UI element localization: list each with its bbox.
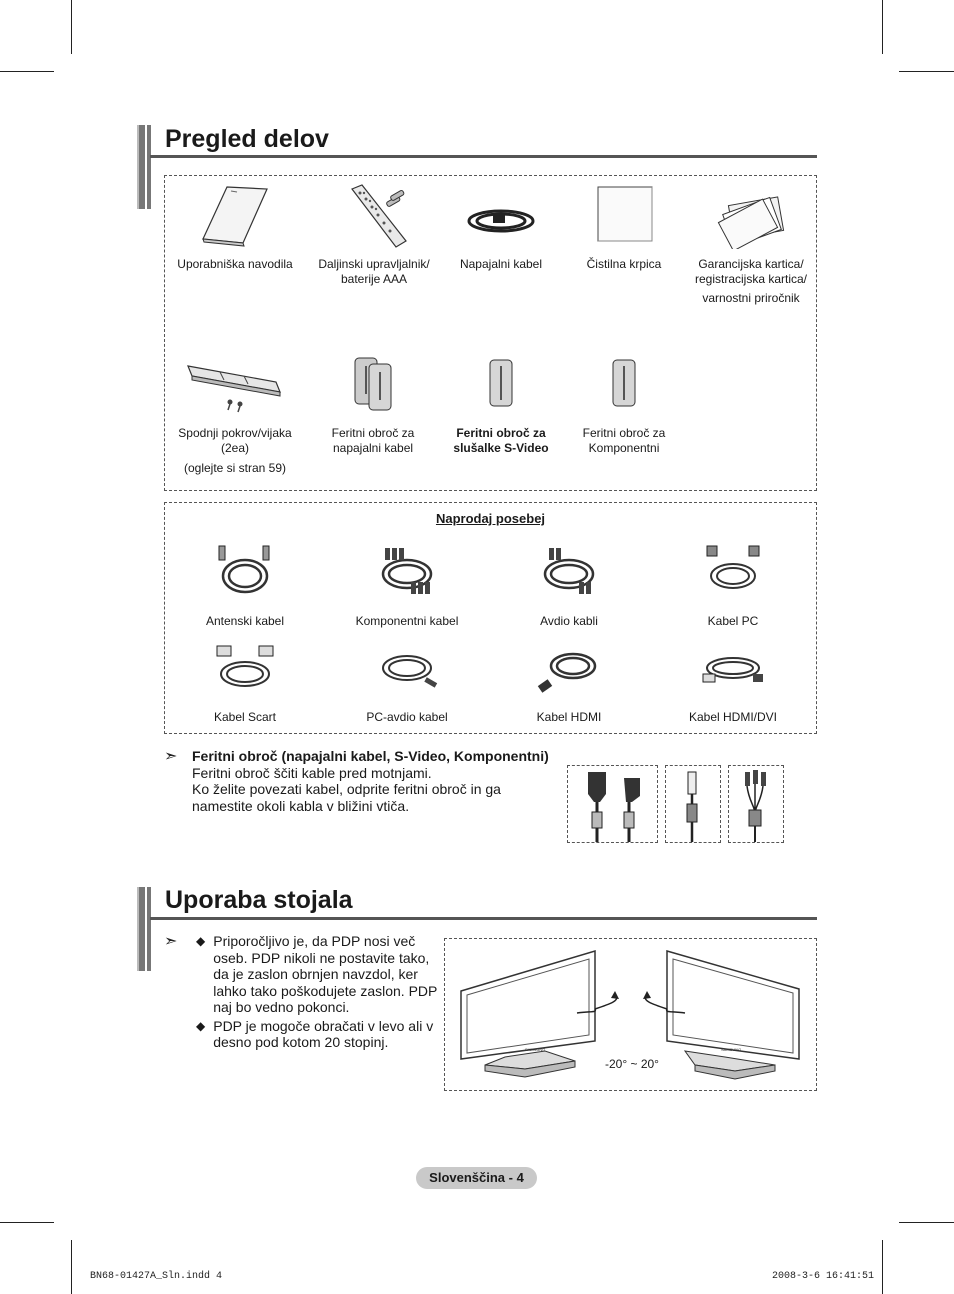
slug-filename: BN68-01427A_Sln.indd 4 [90, 1271, 223, 1282]
tv-brand-logo: SAMSUNG [721, 1047, 742, 1052]
ferrite-note-line1: Feritni obroč ščiti kable pred motnjami. [192, 764, 432, 781]
part-label-2: (oglejte si stran 59) [183, 461, 287, 475]
cable-scart [180, 642, 310, 725]
slug-date: 2008-3-6 16:41:51 [772, 1271, 875, 1282]
crop-mark [899, 1222, 954, 1223]
part-remote [310, 183, 438, 287]
stand-note-text: Priporočljivo je, da PDP nosi več oseb. PDP nikoli ne postavite tako, da je zaslon obrnjen navzdol, ker lahko tako poškodujete zaslon. PDP naj bo vedno pokonci. [213, 933, 438, 1015]
ferrite-illustration-svideo [665, 765, 721, 843]
component-cable-icon [367, 542, 447, 602]
note-arrow-icon: ➣ [164, 933, 178, 950]
part-label-2: varnostni priročnik [702, 291, 800, 305]
stand-notes [196, 933, 438, 1051]
cable-pc [668, 542, 798, 629]
section-title-parts: Pregled delov [165, 125, 329, 153]
svideo-ferrite-icon [666, 766, 720, 842]
ferrite-illustration-power [567, 765, 658, 843]
cable-hdmi [504, 642, 634, 725]
stand-rotation-illustration [444, 938, 817, 1091]
section-bar [137, 887, 151, 971]
cable-label: Kabel HDMI [536, 710, 602, 724]
part-power-cable [446, 183, 556, 272]
page-number-badge: Slovenščina - 4 [416, 1167, 537, 1189]
part-cover-screws [164, 352, 306, 476]
bullet-diamond-icon: ◆ [196, 934, 206, 948]
crop-mark [882, 0, 883, 54]
ferrite-core-icon [333, 352, 413, 418]
ferrite-note-heading: Feritni obroč (napajalni kabel, S-Video, Komponentni) [192, 748, 549, 764]
power-cable-icon [461, 183, 541, 249]
component-ferrite-icon [729, 766, 783, 842]
part-ferrite-svideo [446, 352, 556, 456]
part-label: Uporabniška navodila [177, 257, 293, 271]
cable-component [342, 542, 472, 629]
part-cloth [570, 183, 678, 272]
crop-mark [882, 1240, 883, 1294]
part-label: Feritni obroč za Komponentni [582, 426, 666, 455]
ferrite-core-icon [584, 352, 664, 418]
cable-label: Avdio kabli [540, 614, 598, 628]
part-label: Daljinski upravljalnik/ baterije AAA [318, 257, 430, 286]
section-rule [150, 917, 817, 920]
part-warranty [690, 183, 812, 306]
part-label: Feritni obroč za slušalke S-Video [453, 426, 549, 455]
part-label: Garancijska kartica/ registracijska kartica/ [694, 257, 808, 286]
stand-note-item [196, 933, 438, 1016]
part-label: Feritni obroč za napajalni kabel [331, 426, 415, 455]
note-arrow-icon: ➣ [164, 748, 178, 765]
rotation-angle-label: -20° ~ 20° [605, 1057, 659, 1071]
hdmi-dvi-cable-icon [693, 642, 773, 698]
crop-mark [0, 71, 54, 72]
scart-cable-icon [205, 642, 285, 698]
tv-brand-logo: SAMSUNG [525, 1047, 546, 1052]
manual-icon [195, 183, 275, 249]
part-manual [170, 183, 300, 272]
stand-cover-icon [180, 352, 290, 418]
cable-label: Komponentni kabel [355, 614, 459, 628]
cable-label: Antenski kabel [205, 614, 285, 628]
ferrite-core-icon [461, 352, 541, 418]
part-ferrite-power [318, 352, 428, 456]
sold-separately-title: Naprodaj posebej [435, 511, 546, 526]
pc-audio-cable-icon [367, 642, 447, 698]
ferrite-note [192, 748, 562, 814]
stand-note-item [196, 1018, 438, 1051]
audio-cable-icon [529, 542, 609, 602]
part-label: Čistilna krpica [586, 257, 662, 271]
cable-audio [504, 542, 634, 629]
crop-mark [899, 71, 954, 72]
part-label: Napajalni kabel [459, 257, 543, 271]
crop-mark [71, 0, 72, 54]
warranty-cards-icon [711, 183, 791, 249]
cable-label: Kabel PC [707, 614, 759, 628]
remote-icon [334, 183, 414, 249]
part-ferrite-component [570, 352, 678, 456]
stand-note-text: PDP je mogoče obračati v levo ali v desno pod kotom 20 stopinj. [213, 1017, 434, 1050]
ferrite-illustration-component [728, 765, 784, 843]
cable-label: Kabel HDMI/DVI [688, 710, 778, 724]
crop-mark [0, 1222, 54, 1223]
cable-pc-audio [342, 642, 472, 725]
hdmi-cable-icon [529, 642, 609, 698]
cable-label: Kabel Scart [213, 710, 277, 724]
crop-mark [71, 1240, 72, 1294]
part-label: Spodnji pokrov/vijaka (2ea) [178, 426, 292, 455]
cable-antenna [180, 542, 310, 629]
antenna-cable-icon [205, 542, 285, 602]
cable-hdmi-dvi [668, 642, 798, 725]
cable-label: PC-avdio kabel [366, 710, 448, 724]
section-title-stand: Uporaba stojala [165, 886, 353, 914]
pc-cable-icon [693, 542, 773, 602]
ferrite-note-line2: Ko želite povezati kabel, odprite feritni obroč in ga namestite okoli kabla v bližini vtiča. [192, 781, 501, 814]
cloth-icon [584, 183, 664, 249]
plug-ferrite-icon [568, 766, 657, 842]
bullet-diamond-icon: ◆ [196, 1018, 206, 1033]
section-rule [150, 155, 817, 158]
section-bar [137, 125, 151, 209]
